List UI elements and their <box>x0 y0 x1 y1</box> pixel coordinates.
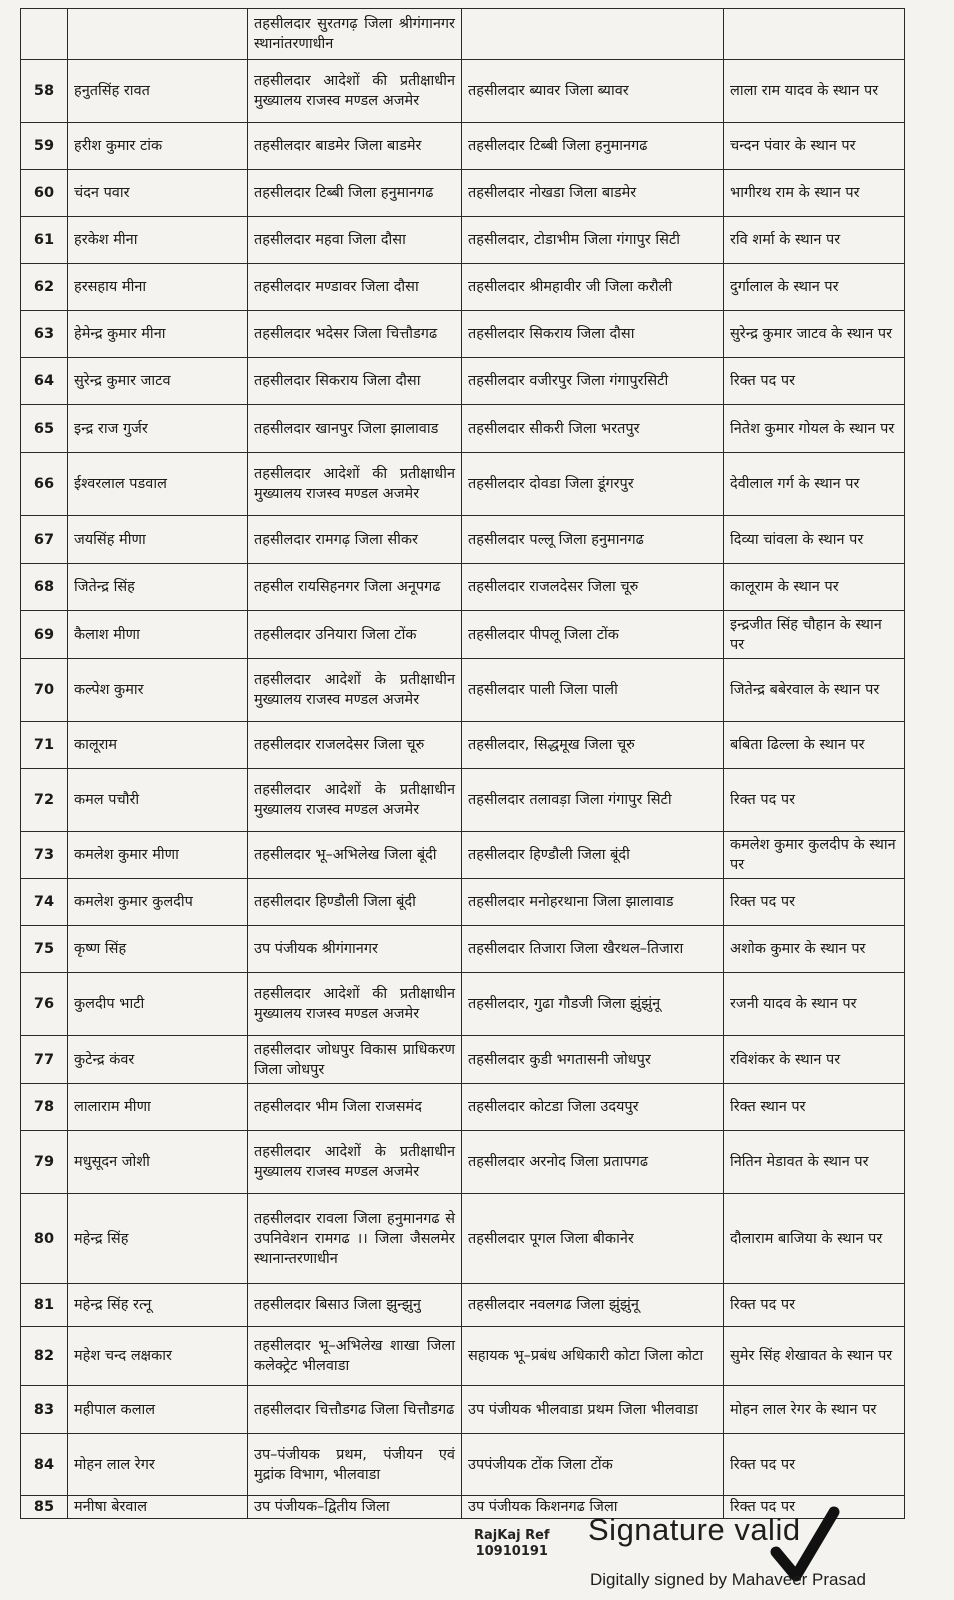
new-posting-cell: तहसीलदार हिण्डौली जिला बूंदी <box>462 832 724 879</box>
table-row <box>21 453 905 516</box>
new-posting-cell: तहसीलदार पल्लू जिला हनुमानगढ <box>462 516 724 564</box>
remark-cell: रिक्त पद पर <box>724 1434 905 1496</box>
new-posting-cell: तहसीलदार तलावड़ा जिला गंगापुर सिटी <box>462 769 724 832</box>
officer-name-cell: सुरेन्द्र कुमार जाटव <box>68 358 248 405</box>
new-posting-cell: तहसीलदार कोटडा जिला उदयपुर <box>462 1084 724 1131</box>
serial-number-cell: 81 <box>21 1284 68 1327</box>
current-posting-cell: तहसीलदार आदेशों की प्रतीक्षाधीन मुख्यालय राजस्व मण्डल अजमेर <box>248 973 462 1036</box>
officer-name-cell <box>68 9 248 60</box>
new-posting-cell: तहसीलदार कुडी भगतासनी जोधपुर <box>462 1036 724 1084</box>
remark-cell: दौलाराम बाजिया के स्थान पर <box>724 1194 905 1284</box>
serial-number-cell: 61 <box>21 217 68 264</box>
remark-cell: रिक्त स्थान पर <box>724 1084 905 1131</box>
new-posting-cell: उपपंजीयक टोंक जिला टोंक <box>462 1434 724 1496</box>
officer-name-cell: कमलेश कुमार कुलदीप <box>68 879 248 926</box>
current-posting-cell: तहसीलदार रावला जिला हनुमानगढ से उपनिवेशन रामगढ ।। जिला जैसलमेर स्थानान्तरणाधीन <box>248 1194 462 1284</box>
table-row <box>21 832 905 879</box>
serial-number-cell: 62 <box>21 264 68 311</box>
remark-cell: रिक्त पद पर <box>724 358 905 405</box>
serial-number-cell: 63 <box>21 311 68 358</box>
table-row <box>21 1131 905 1194</box>
current-posting-cell: तहसीलदार आदेशों के प्रतीक्षाधीन मुख्यालय राजस्व मण्डल अजमेर <box>248 659 462 722</box>
remark-cell: भागीरथ राम के स्थान पर <box>724 170 905 217</box>
remark-cell: लाला राम यादव के स्थान पर <box>724 60 905 123</box>
new-posting-cell: तहसीलदार, सिद्धमूख जिला चूरु <box>462 722 724 769</box>
remark-cell: सुरेन्द्र कुमार जाटव के स्थान पर <box>724 311 905 358</box>
table-row <box>21 1327 905 1386</box>
table-row <box>21 564 905 611</box>
table-row <box>21 659 905 722</box>
officer-name-cell: जितेन्द्र सिंह <box>68 564 248 611</box>
remark-cell: अशोक कुमार के स्थान पर <box>724 926 905 973</box>
new-posting-cell: तहसीलदार नवलगढ जिला झुंझुंनू <box>462 1284 724 1327</box>
table-row <box>21 1284 905 1327</box>
remark-cell: कालूराम के स्थान पर <box>724 564 905 611</box>
current-posting-cell: तहसीलदार उनियारा जिला टोंक <box>248 611 462 659</box>
remark-cell: रजनी यादव के स्थान पर <box>724 973 905 1036</box>
table-row <box>21 769 905 832</box>
serial-number-cell: 82 <box>21 1327 68 1386</box>
current-posting-cell: उप पंजीयक श्रीगंगानगर <box>248 926 462 973</box>
officer-name-cell: महेश चन्द लक्षकार <box>68 1327 248 1386</box>
officer-name-cell: मनीषा बेरवाल <box>68 1496 248 1519</box>
officer-name-cell: हनुतसिंह रावत <box>68 60 248 123</box>
current-posting-cell: तहसीलदार आदेशों की प्रतीक्षाधीन मुख्यालय राजस्व मण्डल अजमेर <box>248 453 462 516</box>
table-row <box>21 879 905 926</box>
officer-name-cell: चंदन पवार <box>68 170 248 217</box>
officer-name-cell: कमलेश कुमार मीणा <box>68 832 248 879</box>
officer-name-cell: कैलाश मीणा <box>68 611 248 659</box>
current-posting-cell: तहसीलदार भदेसर जिला चित्तौडगढ <box>248 311 462 358</box>
remark-cell: दुर्गालाल के स्थान पर <box>724 264 905 311</box>
table-row <box>21 9 905 60</box>
current-posting-cell: तहसीलदार रामगढ़ जिला सीकर <box>248 516 462 564</box>
serial-number-cell: 72 <box>21 769 68 832</box>
table-row <box>21 1194 905 1284</box>
new-posting-cell <box>462 9 724 60</box>
serial-number-cell: 66 <box>21 453 68 516</box>
table-row <box>21 311 905 358</box>
new-posting-cell: उप पंजीयक भीलवाडा प्रथम जिला भीलवाडा <box>462 1386 724 1434</box>
serial-number-cell: 68 <box>21 564 68 611</box>
table-row <box>21 1036 905 1084</box>
table-row <box>21 405 905 453</box>
officer-name-cell: महेन्द्र सिंह रत्नू <box>68 1284 248 1327</box>
remark-cell: चन्दन पंवार के स्थान पर <box>724 123 905 170</box>
serial-number-cell: 75 <box>21 926 68 973</box>
officer-name-cell: मधुसूदन जोशी <box>68 1131 248 1194</box>
current-posting-cell: तहसीलदार मण्डावर जिला दौसा <box>248 264 462 311</box>
serial-number-cell: 65 <box>21 405 68 453</box>
new-posting-cell: तहसीलदार पूगल जिला बीकानेर <box>462 1194 724 1284</box>
new-posting-cell: तहसीलदार सीकरी जिला भरतपुर <box>462 405 724 453</box>
remark-cell: रिक्त पद पर <box>724 1496 905 1519</box>
remark-cell: रवि शर्मा के स्थान पर <box>724 217 905 264</box>
current-posting-cell: तहसीलदार आदेशों की प्रतीक्षाधीन मुख्यालय राजस्व मण्डल अजमेर <box>248 60 462 123</box>
serial-number-cell <box>21 9 68 60</box>
transfer-order-page <box>20 8 904 1519</box>
serial-number-cell: 80 <box>21 1194 68 1284</box>
table-row <box>21 170 905 217</box>
officer-name-cell: कालूराम <box>68 722 248 769</box>
transfer-table <box>20 8 905 1519</box>
remark-cell: बबिता ढिल्ला के स्थान पर <box>724 722 905 769</box>
remark-cell: रिक्त पद पर <box>724 769 905 832</box>
current-posting-cell: तहसीलदार भू–अभिलेख शाखा जिला कलेक्ट्रेट भीलवाडा <box>248 1327 462 1386</box>
current-posting-cell: तहसीलदार बिसाउ जिला झुन्झुनु <box>248 1284 462 1327</box>
current-posting-cell: तहसीलदार सिकराय जिला दौसा <box>248 358 462 405</box>
serial-number-cell: 71 <box>21 722 68 769</box>
serial-number-cell: 59 <box>21 123 68 170</box>
current-posting-cell: तहसीलदार आदेशों के प्रतीक्षाधीन मुख्यालय राजस्व मण्डल अजमेर <box>248 769 462 832</box>
current-posting-cell: तहसीलदार राजलदेसर जिला चूरु <box>248 722 462 769</box>
new-posting-cell: तहसीलदार अरनोद जिला प्रतापगढ <box>462 1131 724 1194</box>
current-posting-cell: तहसील रायसिहनगर जिला अनूपगढ <box>248 564 462 611</box>
new-posting-cell: तहसीलदार नोखडा जिला बाडमेर <box>462 170 724 217</box>
rajkaj-ref-label: RajKaj Ref <box>474 1528 550 1543</box>
current-posting-cell: तहसीलदार टिब्बी जिला हनुमानगढ <box>248 170 462 217</box>
current-posting-cell: उप पंजीयक–द्वितीय जिला <box>248 1496 462 1519</box>
current-posting-cell: तहसीलदार भीम जिला राजसमंद <box>248 1084 462 1131</box>
serial-number-cell: 73 <box>21 832 68 879</box>
remark-cell: नितिन मेडावत के स्थान पर <box>724 1131 905 1194</box>
serial-number-cell: 60 <box>21 170 68 217</box>
officer-name-cell: कुलदीप भाटी <box>68 973 248 1036</box>
remark-cell: सुमेर सिंह शेखावत के स्थान पर <box>724 1327 905 1386</box>
current-posting-cell: तहसीलदार सुरतगढ़ जिला श्रीगंगानगर स्थानांतरणाधीन <box>248 9 462 60</box>
current-posting-cell: तहसीलदार खानपुर जिला झालावाड <box>248 405 462 453</box>
table-row <box>21 264 905 311</box>
new-posting-cell: तहसीलदार टिब्बी जिला हनुमानगढ <box>462 123 724 170</box>
serial-number-cell: 79 <box>21 1131 68 1194</box>
table-row <box>21 1386 905 1434</box>
officer-name-cell: इन्द्र राज गुर्जर <box>68 405 248 453</box>
current-posting-cell: तहसीलदार बाडमेर जिला बाडमेर <box>248 123 462 170</box>
officer-name-cell: जयसिंह मीणा <box>68 516 248 564</box>
digitally-signed-text: Digitally signed by Mahaveer Prasad <box>590 1570 866 1589</box>
serial-number-cell: 70 <box>21 659 68 722</box>
serial-number-cell: 77 <box>21 1036 68 1084</box>
current-posting-cell: तहसीलदार आदेशों के प्रतीक्षाधीन मुख्यालय राजस्व मण्डल अजमेर <box>248 1131 462 1194</box>
officer-name-cell: हरसहाय मीना <box>68 264 248 311</box>
current-posting-cell: तहसीलदार महवा जिला दौसा <box>248 217 462 264</box>
remark-cell: जितेन्द्र बबेरवाल के स्थान पर <box>724 659 905 722</box>
officer-name-cell: महेन्द्र सिंह <box>68 1194 248 1284</box>
new-posting-cell: तहसीलदार वजीरपुर जिला गंगापुरसिटी <box>462 358 724 405</box>
remark-cell: रविशंकर के स्थान पर <box>724 1036 905 1084</box>
serial-number-cell: 85 <box>21 1496 68 1519</box>
serial-number-cell: 78 <box>21 1084 68 1131</box>
table-row <box>21 926 905 973</box>
officer-name-cell: महीपाल कलाल <box>68 1386 248 1434</box>
remark-cell: नितेश कुमार गोयल के स्थान पर <box>724 405 905 453</box>
remark-cell: मोहन लाल रेगर के स्थान पर <box>724 1386 905 1434</box>
table-row <box>21 973 905 1036</box>
signature-valid-text: Signature valid <box>588 1512 801 1547</box>
new-posting-cell: सहायक भू–प्रबंध अधिकारी कोटा जिला कोटा <box>462 1327 724 1386</box>
remark-cell: रिक्त पद पर <box>724 879 905 926</box>
new-posting-cell: उप पंजीयक किशनगढ जिला <box>462 1496 724 1519</box>
officer-name-cell: कल्पेश कुमार <box>68 659 248 722</box>
officer-name-cell: कुटेन्द्र कंवर <box>68 1036 248 1084</box>
serial-number-cell: 69 <box>21 611 68 659</box>
table-row <box>21 123 905 170</box>
new-posting-cell: तहसीलदार पाली जिला पाली <box>462 659 724 722</box>
rajkaj-ref-number: 10910191 <box>475 1544 548 1559</box>
new-posting-cell: तहसीलदार पीपलू जिला टोंक <box>462 611 724 659</box>
new-posting-cell: तहसीलदार श्रीमहावीर जी जिला करौली <box>462 264 724 311</box>
serial-number-cell: 84 <box>21 1434 68 1496</box>
officer-name-cell: हेमेन्द्र कुमार मीना <box>68 311 248 358</box>
new-posting-cell: तहसीलदार, टोडाभीम जिला गंगापुर सिटी <box>462 217 724 264</box>
new-posting-cell: तहसीलदार सिकराय जिला दौसा <box>462 311 724 358</box>
table-row <box>21 611 905 659</box>
officer-name-cell: कृष्ण सिंह <box>68 926 248 973</box>
serial-number-cell: 83 <box>21 1386 68 1434</box>
new-posting-cell: तहसीलदार मनोहरथाना जिला झालावाड <box>462 879 724 926</box>
serial-number-cell: 64 <box>21 358 68 405</box>
table-row <box>21 516 905 564</box>
remark-cell: इन्द्रजीत सिंह चौहान के स्थान पर <box>724 611 905 659</box>
rajkaj-ref <box>474 1528 550 1560</box>
table-row <box>21 217 905 264</box>
table-row <box>21 722 905 769</box>
table-row <box>21 1084 905 1131</box>
new-posting-cell: तहसीलदार दोवडा जिला डूंगरपुर <box>462 453 724 516</box>
table-row <box>21 358 905 405</box>
remark-cell: रिक्त पद पर <box>724 1284 905 1327</box>
serial-number-cell: 74 <box>21 879 68 926</box>
officer-name-cell: मोहन लाल रेगर <box>68 1434 248 1496</box>
table-row <box>21 60 905 123</box>
current-posting-cell: तहसीलदार जोधपुर विकास प्राधिकरण जिला जोधपुर <box>248 1036 462 1084</box>
officer-name-cell: ईश्वरलाल पडवाल <box>68 453 248 516</box>
remark-cell <box>724 9 905 60</box>
remark-cell: देवीलाल गर्ग के स्थान पर <box>724 453 905 516</box>
table-row <box>21 1434 905 1496</box>
current-posting-cell: उप–पंजीयक प्रथम, पंजीयन एवं मुद्रांक विभाग, भीलवाडा <box>248 1434 462 1496</box>
transfer-table-body <box>21 9 905 1519</box>
new-posting-cell: तहसीलदार तिजारा जिला खैरथल–तिजारा <box>462 926 724 973</box>
remark-cell: कमलेश कुमार कुलदीप के स्थान पर <box>724 832 905 879</box>
officer-name-cell: हरकेश मीना <box>68 217 248 264</box>
remark-cell: दिव्या चांवला के स्थान पर <box>724 516 905 564</box>
officer-name-cell: हरीश कुमार टांक <box>68 123 248 170</box>
new-posting-cell: तहसीलदार ब्यावर जिला ब्यावर <box>462 60 724 123</box>
serial-number-cell: 76 <box>21 973 68 1036</box>
new-posting-cell: तहसीलदार राजलदेसर जिला चूरु <box>462 564 724 611</box>
serial-number-cell: 58 <box>21 60 68 123</box>
current-posting-cell: तहसीलदार चित्तौडगढ जिला चित्तौडगढ <box>248 1386 462 1434</box>
current-posting-cell: तहसीलदार हिण्डौली जिला बूंदी <box>248 879 462 926</box>
current-posting-cell: तहसीलदार भू–अभिलेख जिला बूंदी <box>248 832 462 879</box>
serial-number-cell: 67 <box>21 516 68 564</box>
officer-name-cell: कमल पचौरी <box>68 769 248 832</box>
new-posting-cell: तहसीलदार, गुढा गौडजी जिला झुंझुंनू <box>462 973 724 1036</box>
officer-name-cell: लालाराम मीणा <box>68 1084 248 1131</box>
